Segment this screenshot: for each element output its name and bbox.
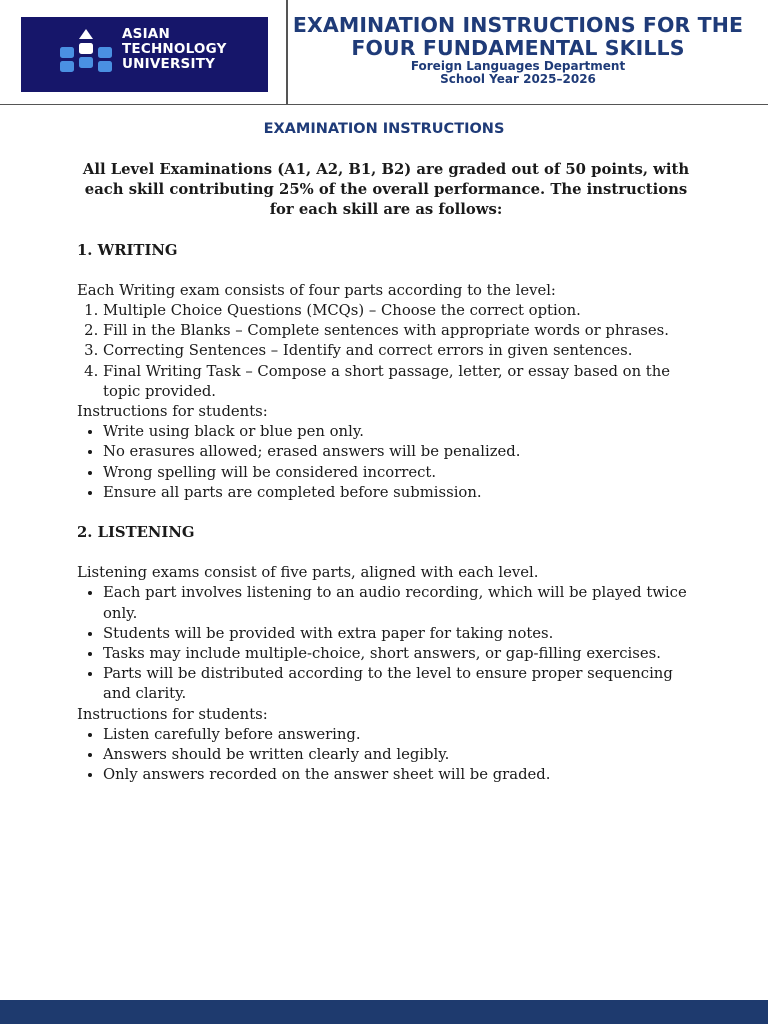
list-item: 1. Multiple Choice Questions (MCQs) – Choose the correct option. (103, 301, 695, 321)
logo-line-3: UNIVERSITY (122, 56, 216, 72)
logo-line-1: ASIAN (122, 26, 170, 42)
list-item: • Only answers recorded on the answer sheet will be graded. (103, 765, 695, 785)
list-item: • Students will be provided with extra paper for taking notes. (103, 624, 695, 644)
logo-wordmark (122, 27, 227, 72)
listening-instructions-list (77, 725, 695, 786)
writing-heading: 1. WRITING (77, 241, 178, 259)
intro-paragraph: All Level Examinations (A1, A2, B1, B2) are graded out of 50 points, with each skill contributing 25% of the overall performance. The instructions for each skill are as follows: (82, 161, 690, 219)
document-title-line-1: EXAMINATION INSTRUCTIONS FOR THE (292, 13, 744, 37)
list-item: • Ensure all parts are completed before submission. (103, 483, 695, 503)
document-body (77, 160, 695, 785)
university-logo (21, 17, 268, 92)
document-title-line-2: FOUR FUNDAMENTAL SKILLS (351, 36, 685, 60)
section-heading: EXAMINATION INSTRUCTIONS (263, 121, 505, 137)
list-item: • Each part involves listening to an audio recording, which will be played twice only. (103, 583, 695, 623)
list-item: 2. Fill in the Blanks – Complete sentences with appropriate words or phrases. (103, 321, 695, 341)
title-block (288, 14, 748, 86)
list-item: • Write using black or blue pen only. (103, 422, 695, 442)
university-logo-icon (60, 27, 112, 75)
writing-instructions-list (77, 422, 695, 503)
list-item: • Answers should be written clearly and legibly. (103, 745, 695, 765)
footer-bar (0, 1000, 768, 1024)
listening-instructions-label: Instructions for students: (77, 705, 268, 723)
listening-points-list (77, 583, 695, 704)
writing-instructions-label: Instructions for students: (77, 403, 268, 421)
listening-lead: Listening exams consist of five parts, aligned with each level. (77, 564, 539, 582)
list-item: • No erasures allowed; erased answers will be penalized. (103, 442, 695, 462)
list-item: • Listen carefully before answering. (103, 725, 695, 745)
writing-lead: Each Writing exam consists of four parts according to the level: (77, 281, 556, 299)
listening-heading: 2. LISTENING (77, 524, 195, 542)
school-year: School Year 2025–2026 (440, 72, 596, 86)
list-item: 4. Final Writing Task – Compose a short passage, letter, or essay based on the topic provided. (103, 362, 695, 402)
list-item: • Tasks may include multiple-choice, short answers, or gap-filling exercises. (103, 644, 695, 664)
list-item: • Parts will be distributed according to the level to ensure proper sequencing and clarity. (103, 664, 695, 704)
logo-line-2: TECHNOLOGY (122, 41, 227, 57)
document-header (0, 0, 768, 105)
list-item: 3. Correcting Sentences – Identify and correct errors in given sentences. (103, 341, 695, 361)
list-item: • Wrong spelling will be considered incorrect. (103, 463, 695, 483)
department-name: Foreign Languages Department (410, 59, 626, 73)
writing-parts-list (77, 301, 695, 402)
